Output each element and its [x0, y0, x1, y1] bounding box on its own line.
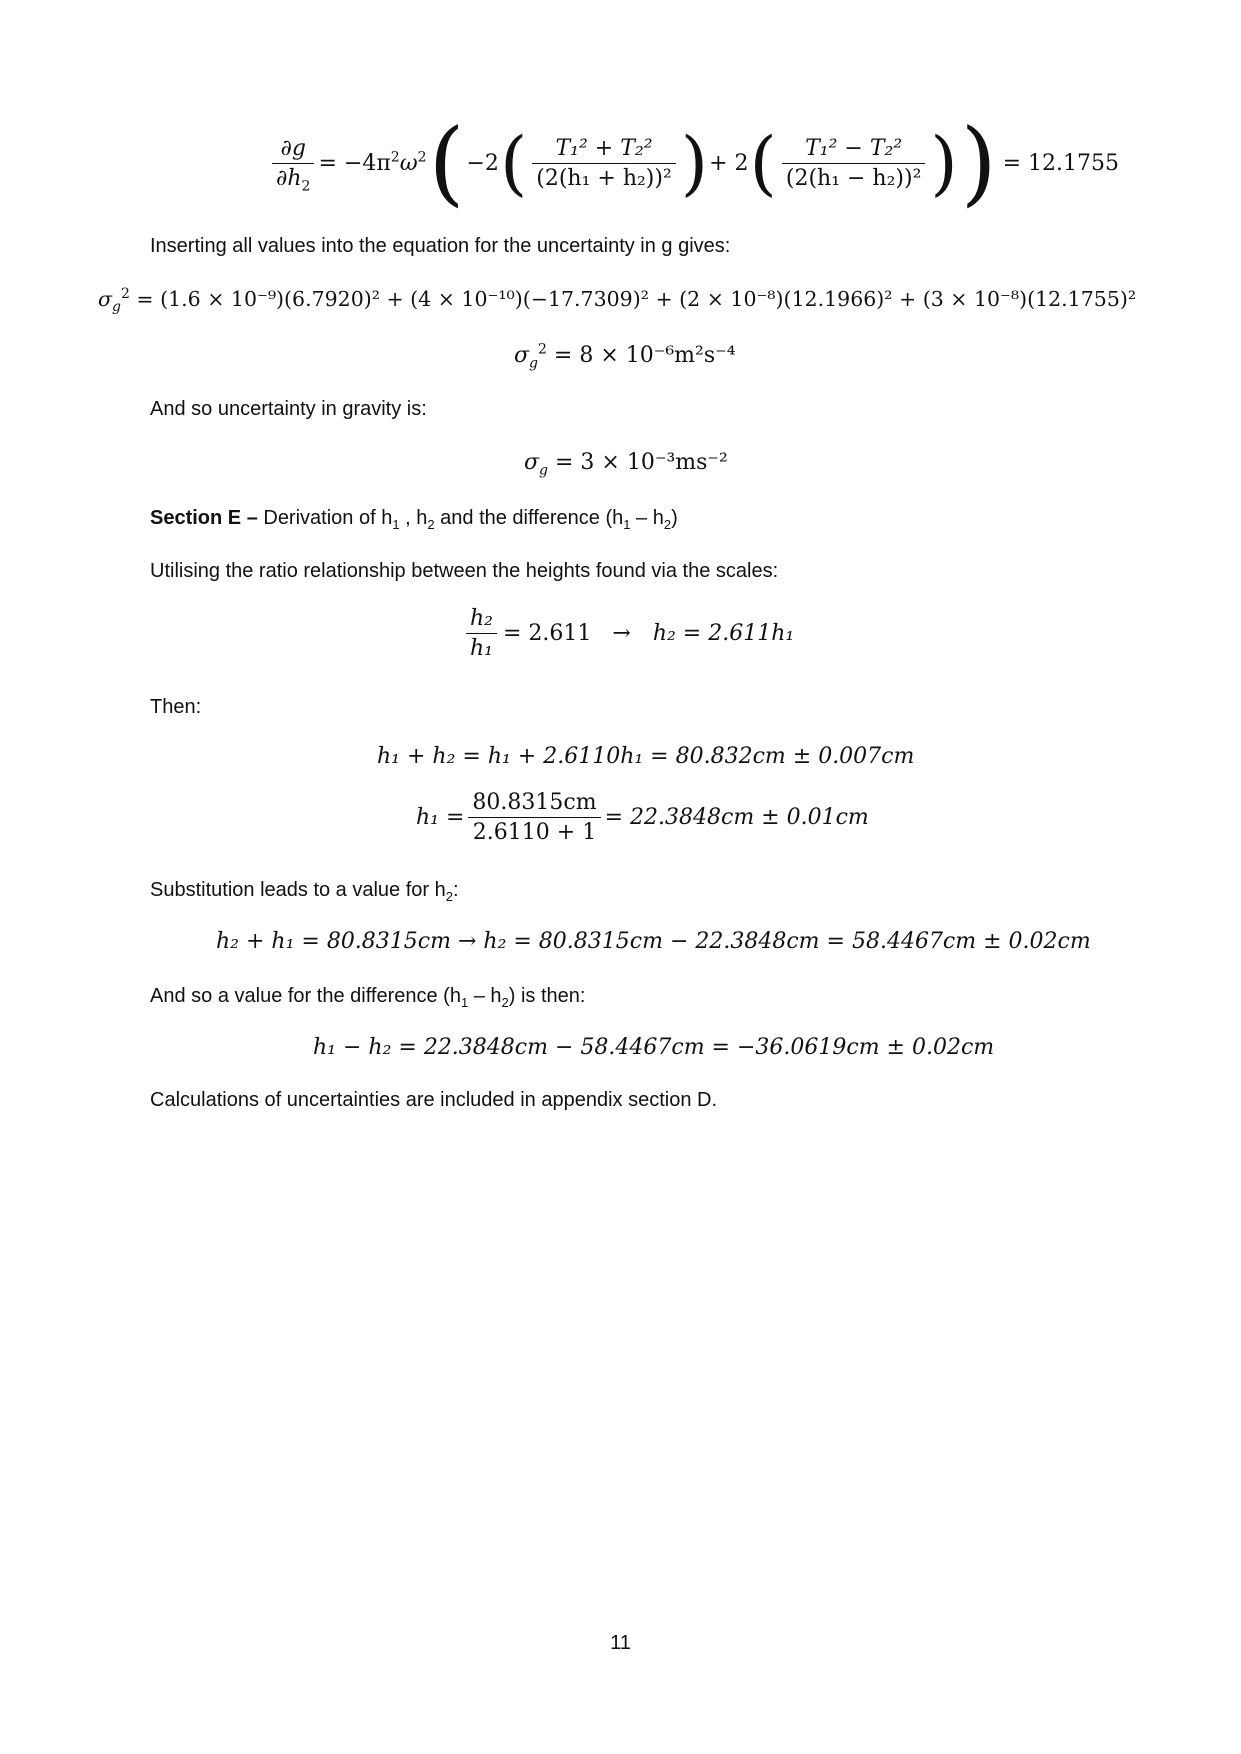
lhs-denominator: $\partial h_2$ [272, 163, 314, 191]
ratio-denominator: h₁ [466, 633, 497, 661]
h1-numerator: 80.8315cm [472, 790, 597, 815]
equation-h1 [416, 790, 869, 845]
paragraph-difference: And so a value for the difference $(h_1 - h_2)$ is then: [150, 985, 586, 1010]
paragraph-then: Then: [150, 696, 202, 718]
h1-denominator: 2.6110 + 1 [468, 817, 600, 845]
lhs-fraction [272, 135, 314, 194]
term1-fraction [532, 136, 676, 191]
equation-dg-dh2 [268, 109, 1120, 216]
term2-paren-close: ) [930, 122, 958, 204]
equation-h2: h₂ + h₁ = 80.8315cm → h₂ = 80.8315cm − 22.3848cm = 58.4467cm ± 0.02cm [216, 929, 1091, 954]
paragraph-calculations: Calculations of uncertainties are included in appendix section D. [150, 1089, 718, 1111]
term1-denominator: (2(h₁ + h₂))² [532, 163, 676, 191]
equation-sigma-squared: $\sigma_g^2 = 8 \times 10^{-6}m^2s^{-4}$ [514, 341, 736, 372]
term2-denominator: (2(h₁ − h₂))² [782, 163, 926, 191]
coefficient: = $-4\pi^2\omega^2$ [318, 149, 427, 176]
paragraph-inserting: Inserting all values into the equation for the uncertainty in g gives: [150, 235, 731, 257]
equation-sum: h₁ + h₂ = h₁ + 2.6110h₁ = 80.832cm ± 0.007cm [377, 744, 915, 769]
term2-coefficient: + 2 [709, 150, 749, 176]
equation-difference: h₁ − h₂ = 22.3848cm − 58.4467cm = −36.0619cm ± 0.02cm [313, 1035, 995, 1060]
equation-sigma-expansion: $\sigma_g^2 = (1.6 \times 10^{-9})(6.7920)^2 + (4 \times 10^{-10})(-17.7309)^2 + (2 \times 10^{-8})(12.1966)^2 + (3 \times 10^{-8})(12.1755)^2$ [98, 286, 1137, 316]
h1-lhs: h₁ = [416, 805, 465, 830]
outer-paren-open: ( [428, 109, 465, 216]
section-e-heading: Section E – Derivation of $h_1$ , $h_2$ and the difference $(h_1 - h_2)$ [150, 507, 678, 532]
paragraph-and-so: And so uncertainty in gravity is: [150, 398, 427, 420]
h1-result: = 22.3848cm ± 0.01cm [604, 805, 869, 830]
paragraph-substitution: Substitution leads to a value for $h_2$: [150, 879, 459, 904]
h1-fraction [468, 790, 600, 845]
term1-paren-open: ( [499, 122, 528, 204]
equation-sigma-g: $\sigma_g = 3 \times 10^{-3}ms^{-2}$ [524, 450, 728, 479]
ratio-fraction [466, 606, 497, 661]
term1-numerator: T₁² + T₂² [555, 135, 653, 161]
ratio-value: = 2.611 → [503, 621, 631, 646]
term1-coefficient: −2 [466, 150, 499, 176]
lhs-numerator: ∂g [280, 135, 306, 161]
ratio-result: h₂ = 2.611h₁ [652, 621, 795, 646]
ratio-numerator: h₂ [470, 606, 493, 631]
term1-paren-close: ) [680, 122, 709, 204]
term2-fraction [782, 136, 926, 191]
paragraph-utilising: Utilising the ratio relationship between the heights found via the scales: [150, 560, 779, 582]
term2-paren-open: ( [749, 122, 777, 204]
outer-paren-close: ) [960, 109, 997, 216]
equation-ratio [462, 606, 794, 661]
derivative-result: = 12.1755 [1002, 150, 1120, 176]
page-number: 11 [610, 1632, 631, 1654]
term2-numerator: T₁² − T₂² [805, 135, 903, 161]
